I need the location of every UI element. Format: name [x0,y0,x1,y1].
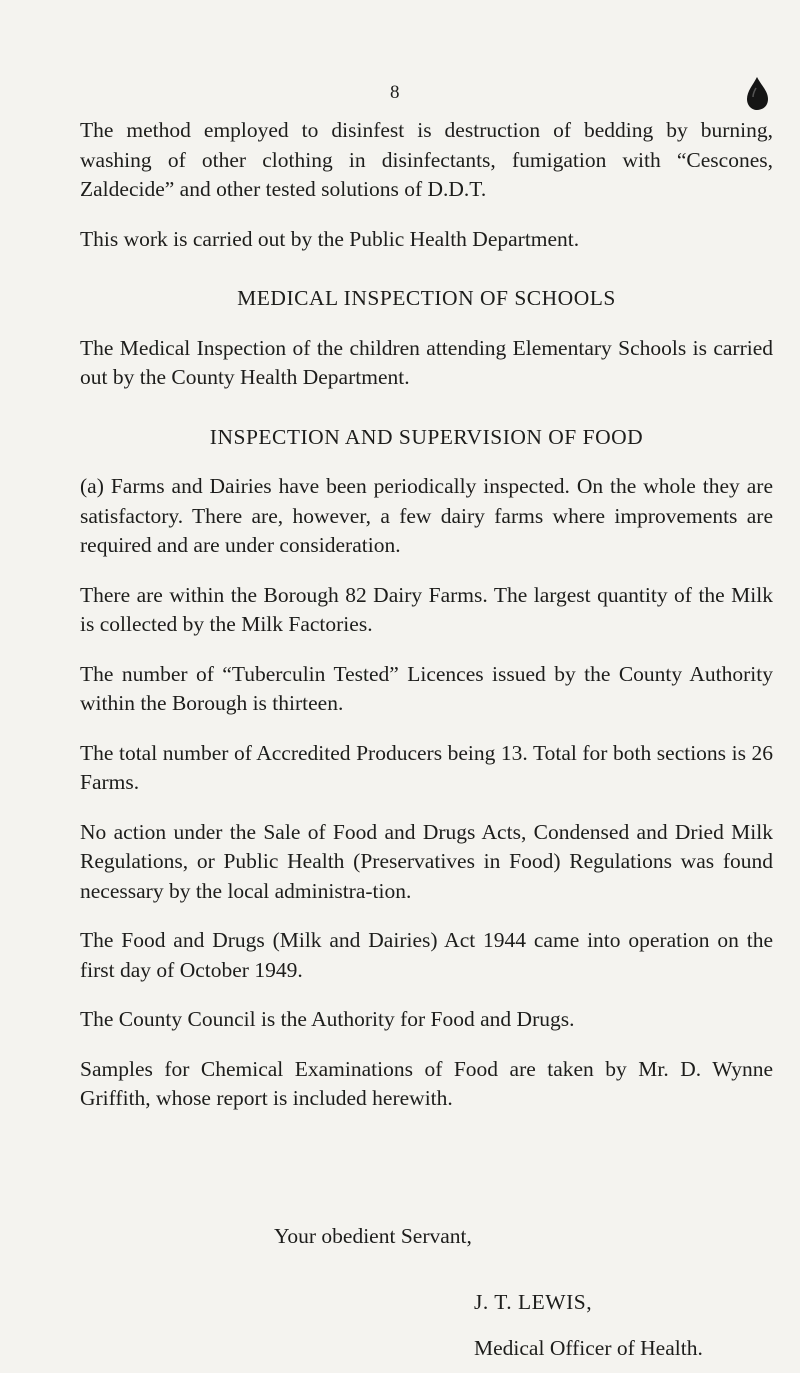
paragraph-chemical-samples: Samples for Chemical Examinations of Food are taken by Mr. D. Wynne Griffith, whose report is included herewith. [80,1056,773,1110]
paragraph-milk-dairies-act: The Food and Drugs (Milk and Dairies) Act 1944 came into operation on the first day of October 1949. [80,928,773,982]
paragraph-public-health-work: This work is carried out by the Public Health Department. [80,226,580,251]
signature-name: J. T. LEWIS, [474,1290,593,1314]
heading-medical-inspection: MEDICAL INSPECTION OF SCHOOLS [237,286,616,310]
signature-title: Medical Officer of Health. [474,1336,703,1360]
paragraph-county-authority: The County Council is the Authority for Food and Drugs. [80,1007,575,1031]
paragraph-food-drugs-acts: No action under the Sale of Food and Drugs Acts, Condensed and Dried Milk Regulations, or Public Health (Preservatives in Food) Regulations was found necessary by the local administra-tion. [80,819,773,903]
document-body [80,116,773,1114]
ink-blot-mark [742,75,772,111]
paragraph-accredited-producers: The total number of Accredited Producers being 13. Total for both sections is 26 Farms. [80,740,773,794]
paragraph-dairy-farms-count: There are within the Borough 82 Dairy Farms. The largest quantity of the Milk is collected by the Milk Factories. [80,582,773,636]
paragraph-school-inspection: The Medical Inspection of the children attending Elementary Schools is carried out by the County Health Department. [80,335,773,389]
paragraph-disinfestation: The method employed to disinfest is destruction of bedding by burning, washing of other clothing in disinfectants, fumigation with “Cescones, Zaldecide” and other tested solutions of D.D.T. [80,118,773,201]
heading-food-supervision: INSPECTION AND SUPERVISION OF FOOD [209,424,644,449]
paragraph-tuberculin-licences: The number of “Tuberculin Tested” Licences issued by the County Authority within the Borough is thirteen. [80,661,773,715]
paragraph-farms-dairies: (a) Farms and Dairies have been periodically inspected. On the whole they are satisfactory. There are, however, a few dairy farms where improvements are required and are under consideration. [80,474,773,557]
page-number: 8 [390,82,400,103]
signature-closing: Your obedient Servant, [274,1224,472,1248]
